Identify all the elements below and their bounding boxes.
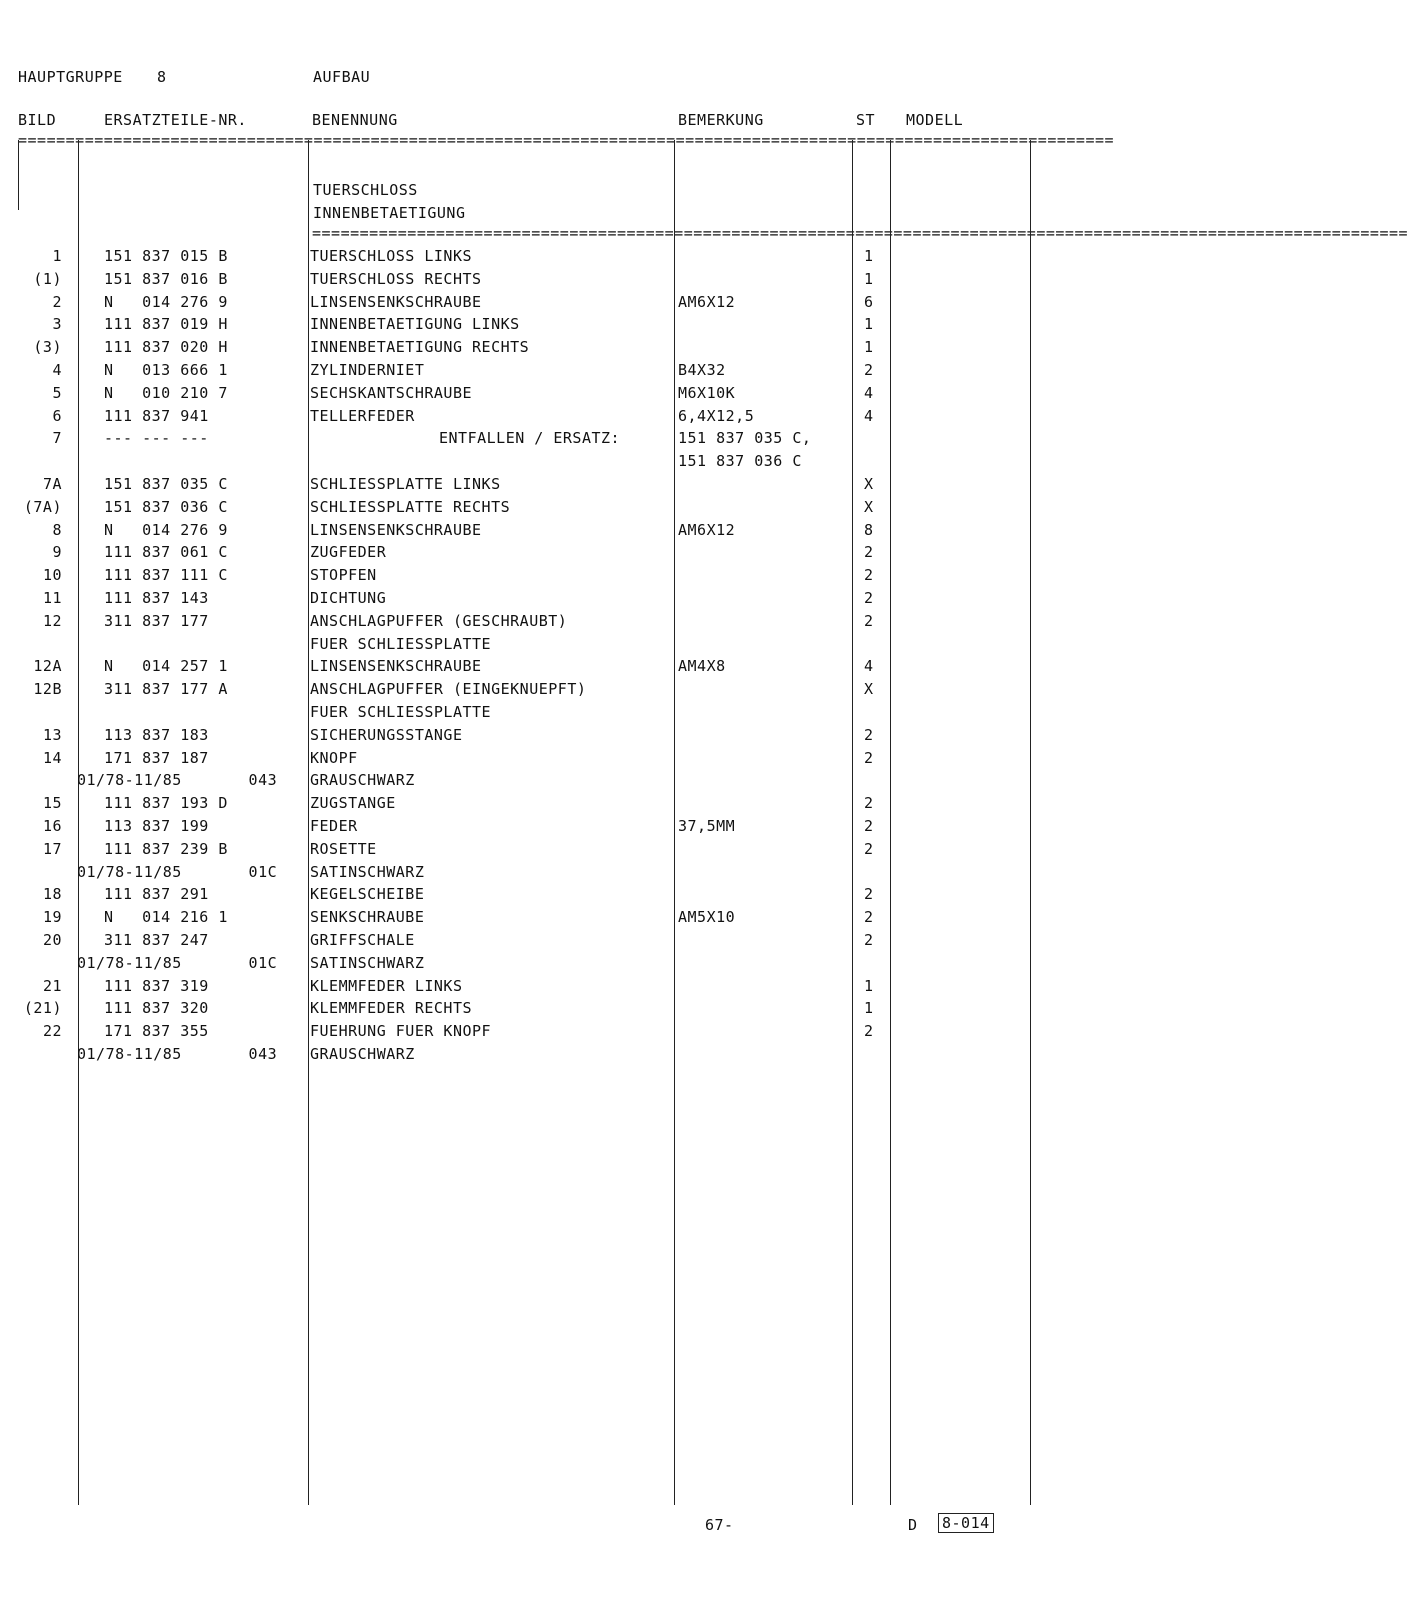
qty-cell: 2 — [864, 543, 874, 562]
part-number-cell: 111 837 111 C — [104, 566, 228, 585]
part-number-cell: 151 837 016 B — [104, 269, 228, 288]
part-number-cell: 111 837 239 B — [104, 839, 228, 858]
table-row — [0, 975, 1103, 997]
bild-cell: 7A — [42, 475, 62, 493]
bild-cell: (1) — [33, 269, 62, 288]
table-row — [0, 564, 1103, 586]
bild-cell: 9 — [52, 543, 62, 562]
part-number-cell: 113 837 183 — [104, 725, 209, 744]
part-number-cell: 111 837 019 H — [104, 315, 228, 334]
name-cell: TUERSCHLOSS RECHTS — [310, 269, 482, 288]
table-row — [0, 541, 1103, 563]
table-row — [0, 929, 1103, 951]
remark-cell: 6,4X12,5 — [678, 406, 755, 425]
name-cell: ANSCHLAGPUFFER (EINGEKNUEPFT) — [310, 680, 587, 699]
qty-cell: 2 — [864, 817, 874, 835]
part-number-cell: 111 837 061 C — [104, 543, 228, 562]
name-cell: GRAUSCHWARZ — [310, 771, 415, 790]
qty-cell: 2 — [864, 1022, 874, 1041]
table-row — [0, 952, 1103, 974]
qty-cell: 2 — [864, 725, 874, 744]
column-header-qty: ST — [856, 111, 876, 129]
table-row — [0, 815, 1103, 837]
bild-cell: 20 — [42, 931, 62, 949]
name-cell: ZYLINDERNIET — [310, 361, 425, 379]
bild-cell: (3) — [33, 338, 62, 357]
table-row — [0, 313, 1103, 335]
table-row — [0, 291, 1103, 313]
bild-cell: 12 — [42, 611, 62, 630]
column-header-name: BENENNUNG — [312, 111, 398, 129]
column-rule — [18, 140, 19, 210]
bild-cell: 10 — [42, 566, 62, 585]
name-cell: SENKSCHRAUBE — [310, 908, 425, 927]
part-number-cell: 111 837 193 D — [104, 794, 228, 813]
part-number-cell: 171 837 187 — [104, 748, 209, 767]
name-cell: SICHERUNGSSTANGE — [310, 725, 463, 744]
name-cell: KLEMMFEDER RECHTS — [310, 999, 473, 1018]
bild-cell: 18 — [42, 885, 62, 904]
qty-cell: 2 — [864, 794, 874, 813]
name-cell: ROSETTE — [310, 839, 377, 858]
qty-cell: 1 — [864, 338, 874, 357]
language-code: D — [908, 1516, 918, 1534]
section-subtitle: INNENBETAETIGUNG — [313, 204, 466, 222]
table-row — [0, 610, 1103, 632]
column-header-part-no: ERSATZTEILE-NR. — [104, 111, 247, 129]
name-cell: INNENBETAETIGUNG LINKS — [310, 315, 520, 334]
bild-cell: 1 — [52, 247, 62, 265]
table-row — [0, 496, 1103, 518]
table-row — [0, 336, 1103, 358]
name-cell: FUEHRUNG FUER KNOPF — [310, 1022, 492, 1041]
part-number-cell: N 014 257 1 — [104, 657, 228, 676]
bild-cell: 2 — [52, 292, 62, 311]
bild-cell: 4 — [52, 361, 62, 379]
remark-cell: AM6X12 — [678, 520, 736, 539]
name-cell: STOPFEN — [310, 566, 377, 585]
name-cell: DICHTUNG — [310, 589, 387, 607]
bild-cell: 21 — [42, 976, 62, 995]
section-title: TUERSCHLOSS — [313, 181, 418, 199]
table-row — [0, 245, 1103, 267]
name-cell: ZUGFEDER — [310, 543, 387, 562]
bild-cell: 19 — [42, 908, 62, 927]
qty-cell: 4 — [864, 657, 874, 676]
bild-cell: 6 — [52, 406, 62, 425]
part-number-cell: 111 837 143 — [104, 589, 209, 607]
bild-cell: 5 — [52, 383, 62, 402]
part-number-cell: 111 837 319 — [104, 976, 209, 995]
bild-cell: 16 — [42, 817, 62, 835]
name-cell: SATINSCHWARZ — [310, 953, 425, 972]
name-cell: SECHSKANTSCHRAUBE — [310, 383, 473, 402]
qty-cell: 2 — [864, 908, 874, 927]
name-cell: INNENBETAETIGUNG RECHTS — [310, 338, 530, 357]
bild-cell: (7A) — [23, 497, 62, 516]
name-cell: LINSENSENKSCHRAUBE — [310, 657, 482, 676]
name-cell: FEDER — [310, 817, 358, 835]
column-header-remark: BEMERKUNG — [678, 111, 764, 129]
part-number-cell: N 014 276 9 — [104, 292, 228, 311]
qty-cell: 2 — [864, 931, 874, 949]
qty-cell: 1 — [864, 247, 874, 265]
parts-table — [0, 245, 1103, 1085]
qty-cell: 2 — [864, 885, 874, 904]
header-separator: =================================================================================================================== — [18, 131, 1115, 149]
part-number-cell: 111 837 291 — [104, 885, 209, 904]
part-number-cell: 01/78-11/85 043 — [77, 1045, 278, 1063]
part-number-cell: 111 837 320 — [104, 999, 209, 1018]
qty-cell: 4 — [864, 406, 874, 425]
qty-cell: 2 — [864, 589, 874, 607]
group-name: AUFBAU — [313, 68, 371, 86]
name-cell: TELLERFEDER — [310, 406, 415, 425]
section-separator: =================================================================================================================== — [312, 224, 1408, 242]
table-row — [0, 587, 1103, 609]
table-row — [0, 359, 1103, 381]
name-cell: TUERSCHLOSS LINKS — [310, 247, 473, 265]
bild-cell: 7 — [52, 429, 62, 448]
bild-cell: 8 — [52, 520, 62, 539]
qty-cell: 1 — [864, 976, 874, 995]
table-row — [0, 838, 1103, 860]
part-number-cell: N 013 666 1 — [104, 361, 228, 379]
table-row — [0, 906, 1103, 928]
table-row — [0, 633, 1103, 655]
remark-cell: B4X32 — [678, 361, 726, 379]
part-number-cell: N 014 276 9 — [104, 520, 228, 539]
part-number-cell: 311 837 177 A — [104, 680, 228, 699]
table-row — [0, 268, 1103, 290]
remark-cell: AM5X10 — [678, 908, 736, 927]
table-row — [0, 382, 1103, 404]
part-number-cell: --- --- --- — [104, 429, 209, 448]
column-header-model: MODELL — [906, 111, 964, 129]
part-number-cell: 01/78-11/85 043 — [77, 771, 278, 790]
part-number-cell: 111 837 020 H — [104, 338, 228, 357]
part-number-cell: N 014 216 1 — [104, 908, 228, 927]
part-number-cell: 111 837 941 — [104, 406, 209, 425]
remark-cell: 151 837 035 C, — [678, 429, 812, 448]
name-cell: ANSCHLAGPUFFER (GESCHRAUBT) — [310, 611, 568, 630]
name-cell: KLEMMFEDER LINKS — [310, 976, 463, 995]
table-row — [0, 883, 1103, 905]
table-row — [0, 678, 1103, 700]
column-header-bild: BILD — [18, 111, 57, 129]
page-code: 8-014 — [938, 1513, 994, 1533]
qty-cell: 2 — [864, 748, 874, 767]
part-number-cell: 01/78-11/85 01C — [77, 862, 278, 881]
qty-cell: 2 — [864, 839, 874, 858]
group-number: 8 — [157, 68, 167, 86]
table-row — [0, 519, 1103, 541]
table-row — [0, 792, 1103, 814]
table-row — [0, 405, 1103, 427]
replacement-note: ENTFALLEN / ERSATZ: — [439, 429, 621, 448]
qty-cell: 2 — [864, 566, 874, 585]
remark-cell: M6X10K — [678, 383, 736, 402]
table-row — [0, 997, 1103, 1019]
page-number: 67- — [705, 1516, 734, 1534]
table-row — [0, 724, 1103, 746]
name-cell: FUER SCHLIESSPLATTE — [310, 634, 492, 653]
bild-cell: 15 — [42, 794, 62, 813]
table-row — [0, 427, 1103, 449]
qty-cell: X — [864, 497, 874, 516]
table-row — [0, 701, 1103, 723]
qty-cell: 8 — [864, 520, 874, 539]
part-number-cell: 151 837 036 C — [104, 497, 228, 516]
table-row — [0, 861, 1103, 883]
remark-cell: 37,5MM — [678, 817, 736, 835]
part-number-cell: 311 837 177 — [104, 611, 209, 630]
group-label: HAUPTGRUPPE — [18, 68, 123, 86]
part-number-cell: 151 837 035 C — [104, 475, 228, 493]
part-number-cell: 171 837 355 — [104, 1022, 209, 1041]
table-row — [0, 747, 1103, 769]
name-cell: GRIFFSCHALE — [310, 931, 415, 949]
qty-cell: 1 — [864, 269, 874, 288]
qty-cell: X — [864, 680, 874, 699]
bild-cell: 3 — [52, 315, 62, 334]
bild-cell: 11 — [42, 589, 62, 607]
name-cell: LINSENSENKSCHRAUBE — [310, 292, 482, 311]
qty-cell: 2 — [864, 611, 874, 630]
bild-cell: 13 — [42, 725, 62, 744]
table-row — [0, 1020, 1103, 1042]
name-cell: ZUGSTANGE — [310, 794, 396, 813]
name-cell: GRAUSCHWARZ — [310, 1045, 415, 1063]
name-cell: SCHLIESSPLATTE RECHTS — [310, 497, 511, 516]
qty-cell: 1 — [864, 315, 874, 334]
bild-cell: 17 — [42, 839, 62, 858]
bild-cell: (21) — [23, 999, 62, 1018]
name-cell: SATINSCHWARZ — [310, 862, 425, 881]
part-number-cell: 311 837 247 — [104, 931, 209, 949]
name-cell: KNOPF — [310, 748, 358, 767]
name-cell: LINSENSENKSCHRAUBE — [310, 520, 482, 539]
remark-cell: AM4X8 — [678, 657, 726, 676]
table-row — [0, 769, 1103, 791]
table-row — [0, 1043, 1103, 1065]
name-cell: KEGELSCHEIBE — [310, 885, 425, 904]
name-cell: FUER SCHLIESSPLATTE — [310, 703, 492, 721]
name-cell: SCHLIESSPLATTE LINKS — [310, 475, 501, 493]
bild-cell: 22 — [42, 1022, 62, 1041]
qty-cell: X — [864, 475, 874, 493]
part-number-cell: N 010 210 7 — [104, 383, 228, 402]
qty-cell: 2 — [864, 361, 874, 379]
bild-cell: 12A — [33, 657, 62, 676]
qty-cell: 1 — [864, 999, 874, 1018]
remark-cell: 151 837 036 C — [678, 452, 802, 471]
table-row — [0, 655, 1103, 677]
remark-cell: AM6X12 — [678, 292, 736, 311]
part-number-cell: 113 837 199 — [104, 817, 209, 835]
table-row — [0, 473, 1103, 495]
qty-cell: 4 — [864, 383, 874, 402]
part-number-cell: 01/78-11/85 01C — [77, 953, 278, 972]
table-row — [0, 450, 1103, 472]
bild-cell: 12B — [33, 680, 62, 699]
bild-cell: 14 — [42, 748, 62, 767]
part-number-cell: 151 837 015 B — [104, 247, 228, 265]
qty-cell: 6 — [864, 292, 874, 311]
